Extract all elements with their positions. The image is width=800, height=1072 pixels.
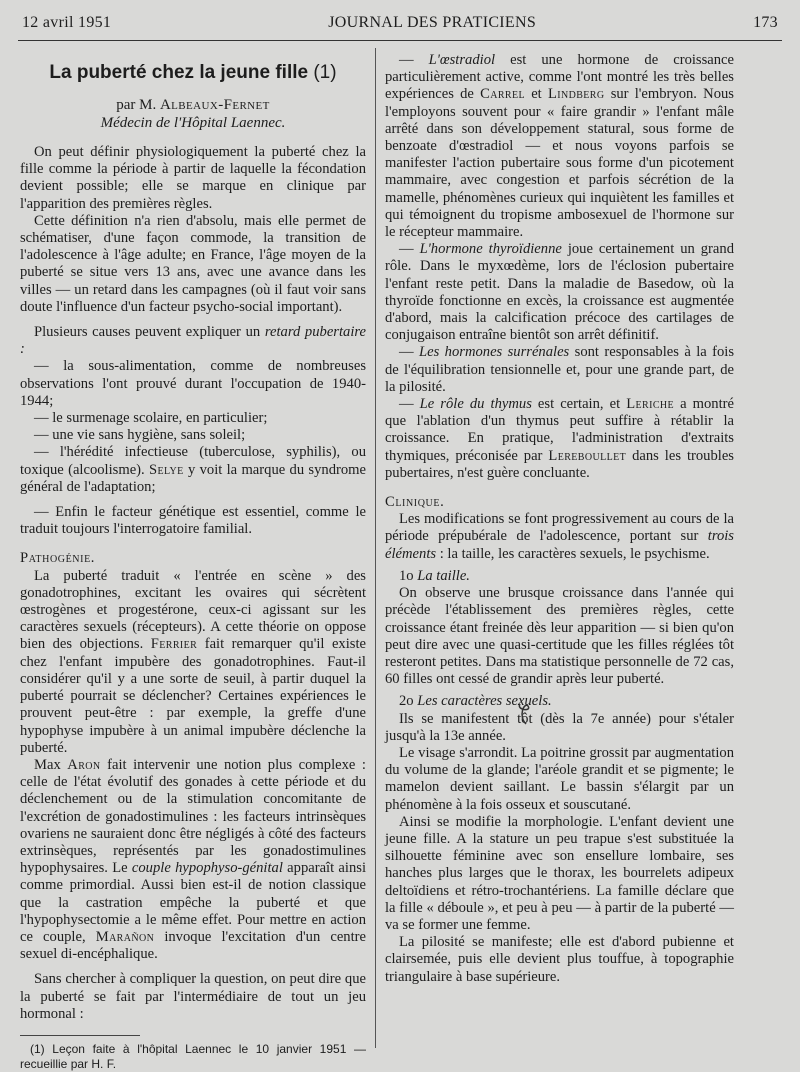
text-run: est une hormone de croissance particulièrement active, comme l'ont montré les très belles expériences de bbox=[385, 52, 735, 103]
text-run: fait remarquer qu'il existe chez l'enfant impubère des gonadotrophines. Faut-il considérer qu'il y a une sorte de seuil, à partir duquel la puberté pourrait se déclencher? Certaines expériences le prouvent peut-être : par exemple, la greffe d'une hypophyse impubère à un animal impubère déclenche la puberté. bbox=[20, 636, 366, 756]
paragraph bbox=[20, 757, 366, 963]
section-heading: Clinique. bbox=[385, 494, 445, 511]
footnote: (1) Leçon faite à l'hôpital Laennec le 10 janvier 1951 — recueillie par H. F. bbox=[20, 1041, 366, 1071]
paragraph: La pilosité se manifeste; elle est d'abord pubienne et clairsemée, puis elle devient plus touffue, à topographie triangulaire à base supérieure. bbox=[385, 934, 734, 985]
text-run: sur l'embryon. Nous l'employons souvent pour « faire grandir » l'enfant mâle arrêté dans son développement statural, sous forme de benzoate d'œstradiol — et nous voyons parfois se manifester l'action pubertaire sous forme d'un picotement mammaire, avec congestion et parfois sécrétion de la mamelle, phénomènes curieux qui inquiètent les familles et qui témoignent du tropisme ambosexuel de l'hormone sur le récepteur mammaire. bbox=[385, 86, 734, 241]
emphasis: trois éléments bbox=[385, 528, 734, 562]
subheading bbox=[385, 693, 734, 710]
paragraph: On peut définir physiologiquement la puberté chez la fille comme la période à partir de laquelle la fécondation devient possible; elle se marque en clinique par l'apparition des premières règles. bbox=[20, 144, 366, 212]
text-run: y voit la marque du syndrome général de l'adaptation; bbox=[20, 461, 366, 495]
paragraph bbox=[385, 396, 734, 482]
emphasis: L'œstradiol bbox=[428, 52, 496, 68]
cited-author: Lindberg bbox=[547, 86, 605, 103]
emphasis: retard pubertaire : bbox=[20, 324, 366, 358]
subheading-number: 2o bbox=[399, 693, 418, 710]
paragraph bbox=[20, 568, 366, 757]
cited-author: Carrel bbox=[480, 86, 525, 103]
cited-author: Leriche bbox=[626, 396, 675, 413]
list-item: — le surmenage scolaire, en particulier; bbox=[34, 410, 268, 427]
text-run: et bbox=[524, 86, 548, 103]
text-run: — bbox=[399, 52, 429, 68]
byline bbox=[20, 96, 366, 114]
header-date: 12 avril 1951 bbox=[22, 14, 112, 31]
paragraph bbox=[385, 241, 734, 344]
text-run: — bbox=[399, 344, 419, 361]
text-run: joue certainement un grand rôle. Dans le myxœdème, lors de l'éclosion pubertaire l'enfant reste petit. Dans la maladie de Basedow, où la thyroïde fonctionne en excès, la croissance est augmentée d'abord, mais la calcification précoce des cartilages de conjugaison entraîne bientôt son arrêt définitif. bbox=[385, 241, 734, 344]
cited-author: Marañon bbox=[95, 928, 155, 945]
paragraph bbox=[385, 344, 734, 396]
emphasis: couple hypophyso-génital bbox=[131, 860, 283, 877]
paragraph: On observe une brusque croissance dans l'année qui précède l'établissement des premières règles, cette croissance étant freinée dès leur apparition — si bien qu'on peut dire avec une quasi-certitude que les filles réglées tôt resteront petites. Dans ma statistique personnelle de 72 cas, 60 filles ont cessé de grandir après leur puberté. bbox=[385, 585, 734, 688]
emphasis: Le rôle du thymus bbox=[419, 396, 532, 413]
header-page-number: 173 bbox=[753, 14, 778, 31]
column-divider bbox=[375, 48, 376, 1048]
text-run: La puberté traduit « l'entrée en scène » des gonadotrophines, excitant les ovaires qui sécrètent œstrogènes et progestérone, ceux-ci agissant sur les caractères sexuels (récepteurs). A cette théorie on oppose bien des objections. bbox=[20, 567, 366, 653]
list-item: — Enfin le facteur génétique est essentiel, comme le traduit toujours l'interrogatoire familial. bbox=[20, 504, 366, 538]
article-title-text: La puberté chez la jeune fille bbox=[49, 62, 309, 83]
left-column bbox=[20, 52, 366, 1072]
cited-author: Lereboullet bbox=[548, 447, 627, 464]
section-heading: Pathogénie. bbox=[20, 550, 96, 567]
author-name: Albeaux-Fernet bbox=[159, 97, 270, 113]
paragraph bbox=[20, 324, 366, 358]
header-rule bbox=[18, 40, 782, 41]
paragraph: Cette définition n'a rien d'absolu, mais elle permet de schématiser, d'une façon commode, la transition de l'adolescence à l'âge adulte; en France, l'âge moyen de la puberté se situe vers 13 ans, avec une avance dans les villes — un retard dans les campagnes (où il faut voir sans doute l'influence d'un facteur psycho-social important). bbox=[20, 212, 366, 315]
right-column bbox=[385, 52, 734, 986]
cited-author: Ferrier bbox=[150, 636, 198, 653]
author-affiliation: Médecin de l'Hôpital Laennec. bbox=[100, 115, 286, 131]
subheading-number: 1o bbox=[399, 567, 418, 584]
pencil-mark-icon bbox=[514, 702, 536, 726]
text-run: : la taille, les caractères sexuels, le psychisme. bbox=[436, 545, 710, 562]
cited-author: Aron bbox=[67, 756, 101, 773]
paragraph: Ils se manifestent tôt (dès la 7e année) pour s'étaler jusqu'à la 13e année. bbox=[385, 710, 734, 744]
subheading-title: Les caractères sexuels. bbox=[417, 693, 552, 710]
subheading bbox=[385, 568, 734, 585]
text-run: Max bbox=[34, 756, 68, 773]
cited-author: Selye bbox=[149, 461, 184, 478]
article-title bbox=[20, 62, 366, 84]
list-item: — la sous-alimentation, comme de nombreuses observations l'ont prouvé durant l'occupation de 1940-1944; bbox=[20, 358, 366, 409]
subheading-title: La taille. bbox=[417, 567, 470, 584]
text-run: a montré que l'ablation d'un thymus peut suffire à rétablir la croissance. En pratique, l'administration d'extraits thymiques, préconisée par bbox=[385, 396, 734, 464]
text-run: — l'hérédité infectieuse (tuberculose, syphilis), ou toxique (alcoolisme). bbox=[20, 444, 366, 478]
footnote-rule bbox=[20, 1035, 140, 1036]
text-run: apparaît ainsi comme primordial. Aussi bien est-il de notion classique que la castration empêche la puberté et que l'hypophysectomie a le même effet. Pour mettre en action ce couple, bbox=[20, 860, 366, 945]
text-run: Plusieurs causes peuvent expliquer un bbox=[34, 324, 265, 341]
text-run: dans les troubles pubertaires, n'est guère concluante. bbox=[385, 447, 734, 481]
text-run: sont responsables à la fois de l'équilibration tensionnelle et, pour une grande part, de la pilosité. bbox=[385, 344, 735, 395]
text-run: fait intervenir une notion plus complexe : celle de l'état évolutif des gonades à cette période et du déclenchement ou de la stimulation concomitante de l'excrétion de gonadostimulines : les facteurs intrinsèques ovariens ne sauraient donc être négligés à côté des facteurs extrinsèques, représentés par les gonadostimulines hypophysaires. Le bbox=[20, 756, 366, 877]
emphasis: L'hormone thyroïdienne bbox=[419, 241, 562, 258]
paragraph: Sans chercher à compliquer la question, on peut dire que la puberté se fait par l'intermédiaire de tout un jeu hormonal : bbox=[20, 971, 366, 1022]
header-journal-title: JOURNAL DES PRATICIENS bbox=[328, 14, 537, 31]
byline-prefix: par M. bbox=[116, 97, 157, 113]
text-run: invoque l'excitation d'un centre sexuel di-encéphalique. bbox=[20, 928, 366, 963]
text-run: — bbox=[399, 241, 420, 258]
list-item: — une vie sans hygiène, sans soleil; bbox=[34, 427, 246, 444]
title-footnote-ref: (1) bbox=[313, 62, 337, 83]
text-run: Les modifications se font progressivement au cours de la période prépubérale de l'adolescence, portant sur bbox=[385, 511, 734, 545]
paragraph: Ainsi se modifie la morphologie. L'enfant devient une jeune fille. A la stature un peu trapue s'est substituée la silhouette féminine avec son ensellure lombaire, ses hanches plus larges que le thorax, les bourrelets adipeux deltoïdiens et rétro-trochantériens. La famille déclare que la fille « déboule », et peu à peu — à partir de la puberté — va se former une femme. bbox=[385, 813, 734, 933]
text-run: est certain, et bbox=[531, 396, 627, 413]
running-header bbox=[22, 14, 778, 40]
paragraph bbox=[385, 511, 734, 563]
paragraph bbox=[385, 52, 734, 241]
emphasis: Les hormones surrénales bbox=[419, 344, 570, 361]
list-item bbox=[20, 444, 366, 496]
paragraph: Le visage s'arrondit. La poitrine grossit par augmentation du volume de la glande; l'aréole grandit et se pigmente; le mamelon devient saillant. Le bassin s'élargit par un phénomène à la fois osseux et souscutané. bbox=[385, 744, 734, 813]
text-run: — bbox=[399, 396, 420, 413]
